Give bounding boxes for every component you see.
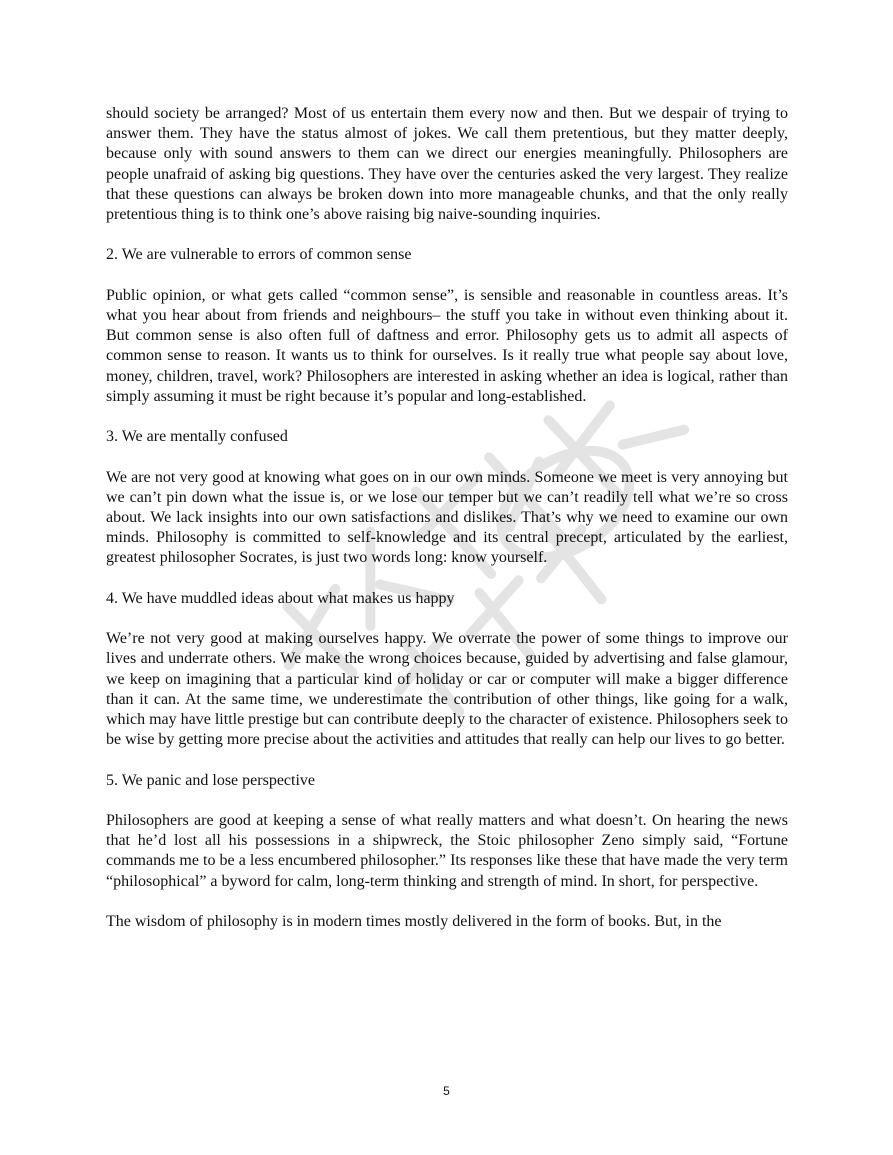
paragraph-happiness: We’re not very good at making ourselves happy. We overrate the power of some things to improve our lives and underrate others. We make the wrong choices because, guided by advertising and false glamour, we keep on imagining that a particular kind of holiday or car or computer will make a bigger difference than it can. At the same time, we underestimate the contribution of other things, like going for a walk, which may have little prestige but can contribute deeply to the character of existence. Philosophers seek to be wise by getting more precise about the activities and attitudes that really can help our lives to go better. [106,630,788,749]
page-number: 5 [443,1084,450,1098]
paragraph-intro-continuation: should society be arranged? Most of us entertain them every now and then. But we despair of trying to answer them. They have the status almost of jokes. We call them pretentious, but they matter deeply, because only with sound answers to them can we direct our energies meaningfully. Philosophers are people unafraid of asking big questions. They have over the centuries asked the very largest. They realize that these questions can always be broken down into more manageable chunks, and that the only really pretentious thing is to think one’s above raising big naive-sounding inquiries. [106,105,788,224]
paragraph-common-sense: Public opinion, or what gets called “common sense”, is sensible and reasonable in countless areas. It’s what you hear about from friends and neighbours– the stuff you take in without even thinking about it. But common sense is also often full of daftness and error. Philosophy gets us to admit all aspects of common sense to reason. It wants us to think for ourselves. Is it really true what people say about love, money, children, travel, work? Philosophers are interested in asking whether an idea is logical, rather than simply assuming it must be right because it’s popular and long-established. [106,286,788,405]
paragraph-mentally-confused: We are not very good at knowing what goes on in our own minds. Someone we meet is very annoying but we can’t pin down what the issue is, or we lose our temper but we can’t readily tell what we’re so cross about. We lack insights into our own satisfactions and dislikes. That’s why we need to examine our own minds. Philosophy is committed to self-knowledge and its central precept, articulated by the earliest, greatest philosopher Socrates, is just two words long: know yourself. [106,468,788,567]
section-heading-perspective: 5. We panic and lose perspective [106,771,316,789]
paragraph-perspective: Philosophers are good at keeping a sense of what really matters and what doesn’t. On hearing the news that he’d lost all his possessions in a shipwreck, the Stoic philosopher Zeno simply said, “Fortune commands me to be a less encumbered philosopher.” Its responses like these that have made the very term “philosophical” a byword for calm, long-term thinking and strength of mind. In short, for perspective. [106,811,788,890]
document-body [106,104,788,952]
paragraph-books: The wisdom of philosophy is in modern times mostly delivered in the form of books. But, in the [106,912,722,930]
section-heading-happiness: 4. We have muddled ideas about what makes us happy [106,589,455,607]
section-heading-mentally-confused: 3. We are mentally confused [106,428,288,446]
section-heading-common-sense: 2. We are vulnerable to errors of common sense [106,246,412,264]
